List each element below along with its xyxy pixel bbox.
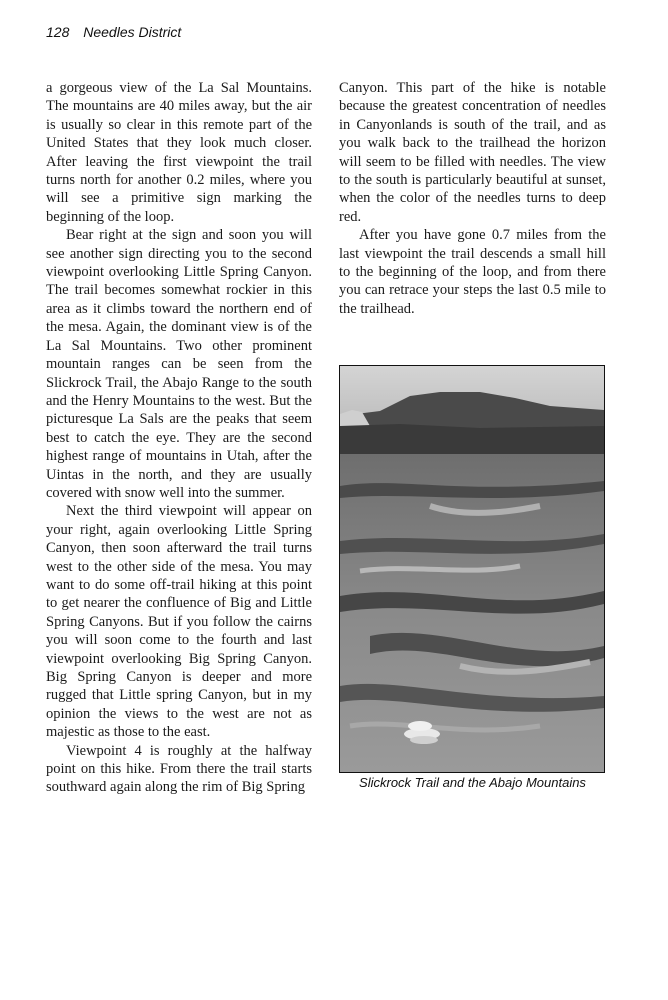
photo-slickrock-trail	[339, 365, 605, 773]
paragraph: Next the third viewpoint will appear on your right, again overlooking Little Spring Canyon, then soon afterward the trail turns west to the other side of the mesa. You may want to do some off-trail hiking at this point to get nearer the confluence of Big and Little Spring Canyons. But if you follow the cairns you will soon come to the fourth and last viewpoint overlooking Big Spring Canyon. Big Spring Canyon is deeper and more rugged that Little spring Canyon, but in my opinion the views to the west are not as majestic as those to the east.	[46, 503, 312, 741]
paragraph: a gorgeous view of the La Sal Mountains. The mountains are 40 miles away, but the air is usually so clear in this remote part of the United States that they look much closer. After leaving the first viewpoint the trail turns north for another 0.2 miles, where you will see a primitive sign marking the beginning of the loop.	[46, 80, 312, 225]
paragraph: After you have gone 0.7 miles from the last viewpoint the trail descends a small hill to the beginning of the loop, and from there you can retrace your steps the last 0.5 mile to the trailhead.	[339, 227, 606, 317]
section-title: Needles District	[83, 24, 182, 40]
running-head	[46, 24, 181, 40]
text-column-right	[339, 79, 606, 318]
paragraph: Viewpoint 4 is roughly at the halfway point on this hike. From there the trail starts southward again along the rim of Big Spring	[46, 742, 312, 796]
page-number: 128	[46, 24, 70, 40]
figure-caption: Slickrock Trail and the Abajo Mountains	[359, 775, 586, 790]
paragraph: Bear right at the sign and soon you will see another sign directing you to the second viewpoint overlooking Little Spring Canyon. The trail becomes somewhat rockier in this area as it climbs toward the northern end of the mesa. Again, the dominant view is of the La Sal Mountains. Two other prominent mountain ranges can be seen from the Slickrock Trail, the Abajo Range to the south and the Henry Mountains to the west. But the picturesque La Sals are the peaks that seem best to catch the eye. They are the second highest range of mountains in Utah, after the Uintas in the north, and they are usually covered with snow well into the summer.	[46, 227, 312, 501]
paragraph: Canyon. This part of the hike is notable because the greatest concentration of needles in Canyonlands is south of the trail, and as you walk back to the trailhead the horizon will seem to be filled with needles. The view to the south is particularly beautiful at sunset, when the color of the needles turns to deep red.	[339, 80, 606, 225]
text-column-left	[46, 79, 312, 797]
